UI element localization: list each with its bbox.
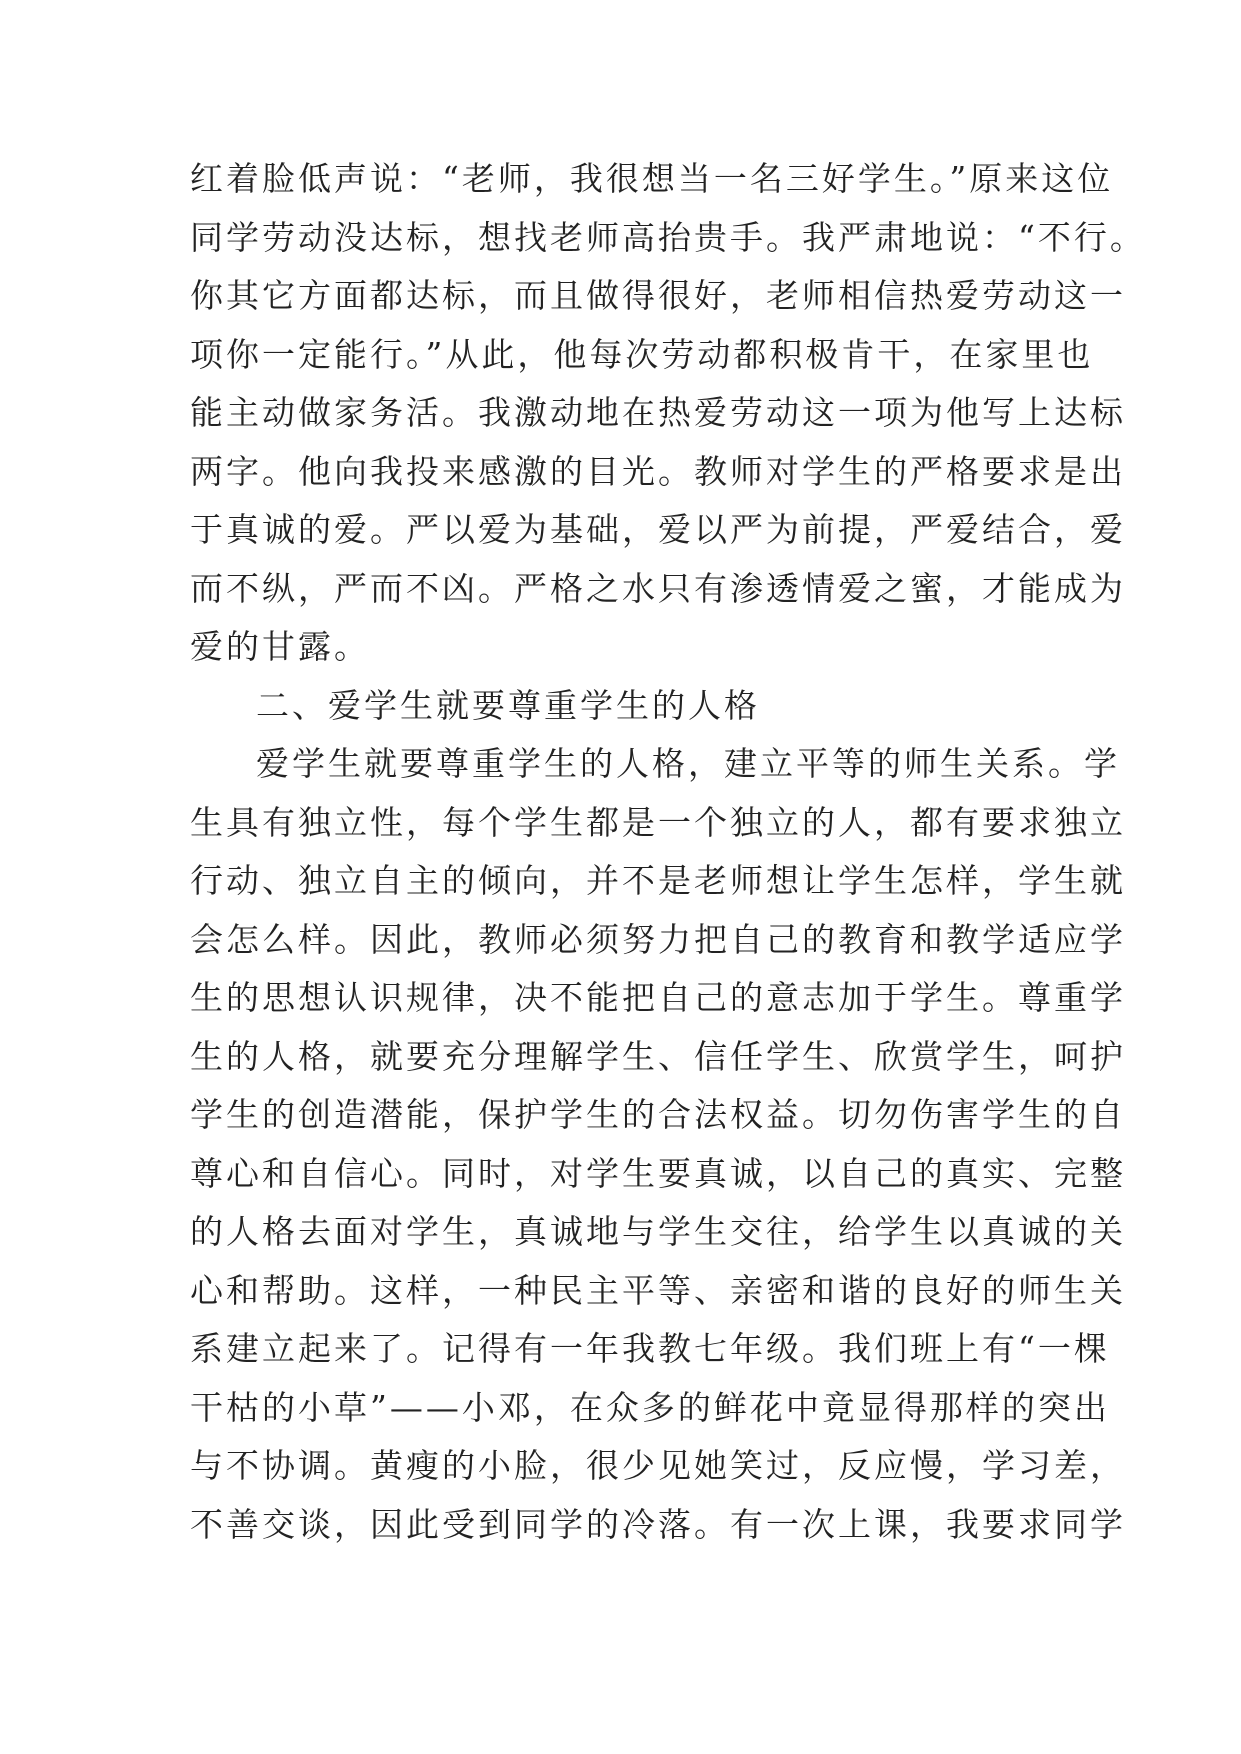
body-text (190, 150, 1146, 1554)
text-line: 你其它方面都达标，而且做得很好，老师相信热爱劳动这一 (190, 276, 1126, 315)
text-line: 不善交谈，因此受到同学的冷落。有一次上课，我要求同学 (190, 1504, 1126, 1544)
text-line: 红着脸低声说：“老师，我很想当一名三好学生。”原来这位 (190, 159, 1114, 198)
text-line: 于真诚的爱。严以爱为基础，爱以严为前提，严爱结合，爱 (190, 510, 1126, 549)
text-line: 爱的甘露。 (190, 627, 370, 666)
section-heading: 二、爱学生就要尊重学生的人格 (256, 685, 760, 725)
text-line: 而不纵，严而不凶。严格之水只有渗透情爱之蜜，才能成为 (190, 568, 1126, 608)
text-line: 生具有独立性，每个学生都是一个独立的人，都有要求独立 (190, 802, 1126, 842)
text-line: 干枯的小草”——小邓，在众多的鲜花中竟显得那样的突出 (190, 1387, 1110, 1427)
text-line: 与不协调。黄瘦的小脸，很少见她笑过，反应慢，学习差， (190, 1446, 1126, 1485)
text-line: 生的思想认识规律，决不能把自己的意志加于学生。尊重学 (190, 978, 1126, 1017)
text-line: 的人格去面对学生，真诚地与学生交往，给学生以真诚的关 (190, 1212, 1126, 1251)
text-line: 学生的创造潜能，保护学生的合法权益。切勿伤害学生的自 (190, 1095, 1126, 1134)
text-line: 同学劳动没达标，想找老师高抬贵手。我严肃地说：“不行。 (190, 217, 1146, 257)
text-line: 项你一定能行。”从此，他每次劳动都积极肯干，在家里也 (190, 334, 1094, 374)
text-line: 心和帮助。这样，一种民主平等、亲密和谐的良好的师生关 (190, 1270, 1126, 1310)
text-line: 能主动做家务活。我激动地在热爱劳动这一项为他写上达标 (190, 393, 1126, 432)
paragraph-first-line: 爱学生就要尊重学生的人格，建立平等的师生关系。学 (256, 744, 1120, 783)
text-line: 行动、独立自主的倾向，并不是老师想让学生怎样，学生就 (190, 861, 1126, 900)
text-line: 系建立起来了。记得有一年我教七年级。我们班上有“一棵 (190, 1329, 1110, 1368)
text-line: 会怎么样。因此，教师必须努力把自己的教育和教学适应学 (190, 919, 1126, 959)
text-line: 两字。他向我投来感激的目光。教师对学生的严格要求是出 (190, 451, 1126, 491)
text-line: 尊心和自信心。同时，对学生要真诚，以自己的真实、完整 (190, 1153, 1126, 1193)
text-line: 生的人格，就要充分理解学生、信任学生、欣赏学生，呵护 (190, 1036, 1126, 1076)
